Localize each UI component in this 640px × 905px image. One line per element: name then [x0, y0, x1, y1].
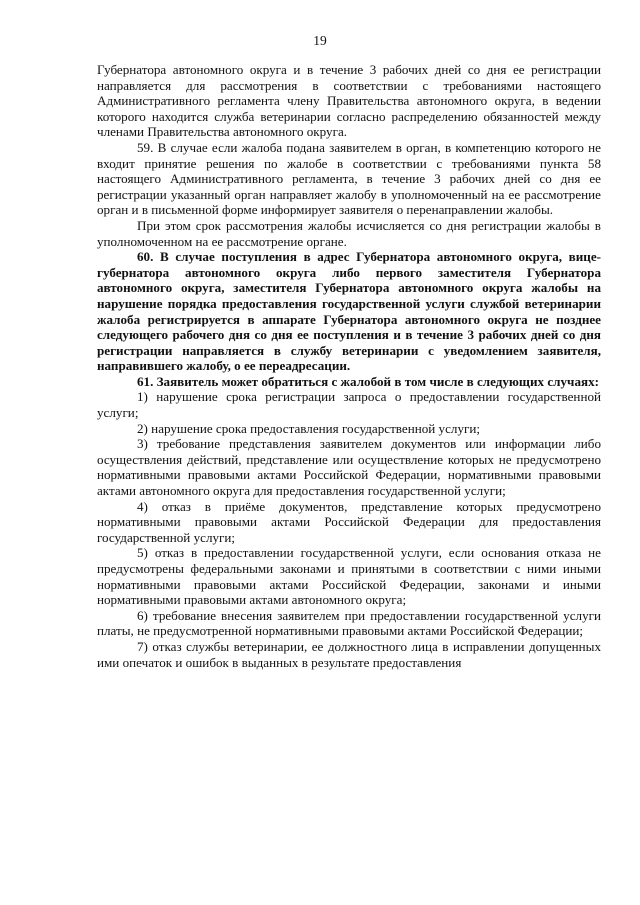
paragraph-item-60: 60. В случае поступления в адрес Губернатора автономного округа, вице-губернатора автономного округа либо первого заместителя Губернатора автономного округа, заместителя Губернатора автономного округа жалобы на нарушение порядка предоставления государственной услуги службой ветеринарии жалоба регистрируется в аппарате Губернатора автономного округа не позднее следующего рабочего дня со дня ее поступления и в течение 3 рабочих дней со дня регистрации направляется в службу ветеринарии с уведомлением заявителя, направившего жалобу, о ее переадресации. [97, 249, 601, 374]
list-item-3: 3) требование представления заявителем документов или информации либо осуществления действий, представление или осуществление которых не предусмотрено нормативными правовыми актами Российской Федерации, нормативными правовыми актами автономного округа для предоставления государственной услуги; [97, 436, 601, 499]
page-number: 19 [313, 33, 327, 48]
list-item-7: 7) отказ службы ветеринарии, ее должностного лица в исправлении допущенных ими опечаток и ошибок в выданных в результате предоставления [97, 638, 601, 670]
list-item-4: 4) отказ в приёме документов, представление которых предусмотрено нормативными правовыми актами Российской Федерации для предоставления государственной услуги; [97, 498, 601, 545]
list-item-5: 5) отказ в предоставлении государственной услуги, если основания отказа не предусмотрены федеральными законами и принятыми в соответствии с ними иными нормативными правовыми актами Российской Федерации, законами и иными нормативными правовыми актами автономного округа; [97, 545, 601, 608]
paragraph-continuation: Губернатора автономного округа и в течение 3 рабочих дней со дня ее регистрации направляется для рассмотрения в соответствии с требованиями настоящего Административного регламента члену Правительства автономного округа, в ведении которого находится служба ветеринарии согласно распределению обязанностей между членами Правительства автономного округа. [97, 62, 601, 140]
paragraph-item-61: 61. Заявитель может обратиться с жалобой в том числе в следующих случаях: [137, 373, 599, 389]
paragraph-review-period: При этом срок рассмотрения жалобы исчисляется со дня регистрации жалобы в уполномоченном на ее рассмотрение органе. [97, 217, 601, 249]
paragraph-item-59: 59. В случае если жалоба подана заявителем в орган, в компетенцию которого не входит принятие решения по жалобе в соответствии с требованиями пункта 58 настоящего Административного регламента, в течение 3 рабочих дней со дня ее регистрации указанный орган направляет жалобу в уполномоченный на ее рассмотрение орган и в письменной форме информирует заявителя о перенаправлении жалобы. [97, 139, 601, 218]
list-item-2: 2) нарушение срока предоставления государственной услуги; [137, 420, 481, 436]
document-body [97, 62, 601, 670]
list-item-6: 6) требование внесения заявителем при предоставлении государственной услуги платы, не предусмотренной нормативными правовыми актами Российской Федерации; [97, 607, 601, 639]
list-item-1: 1) нарушение срока регистрации запроса о предоставлении государственной услуги; [97, 389, 601, 421]
